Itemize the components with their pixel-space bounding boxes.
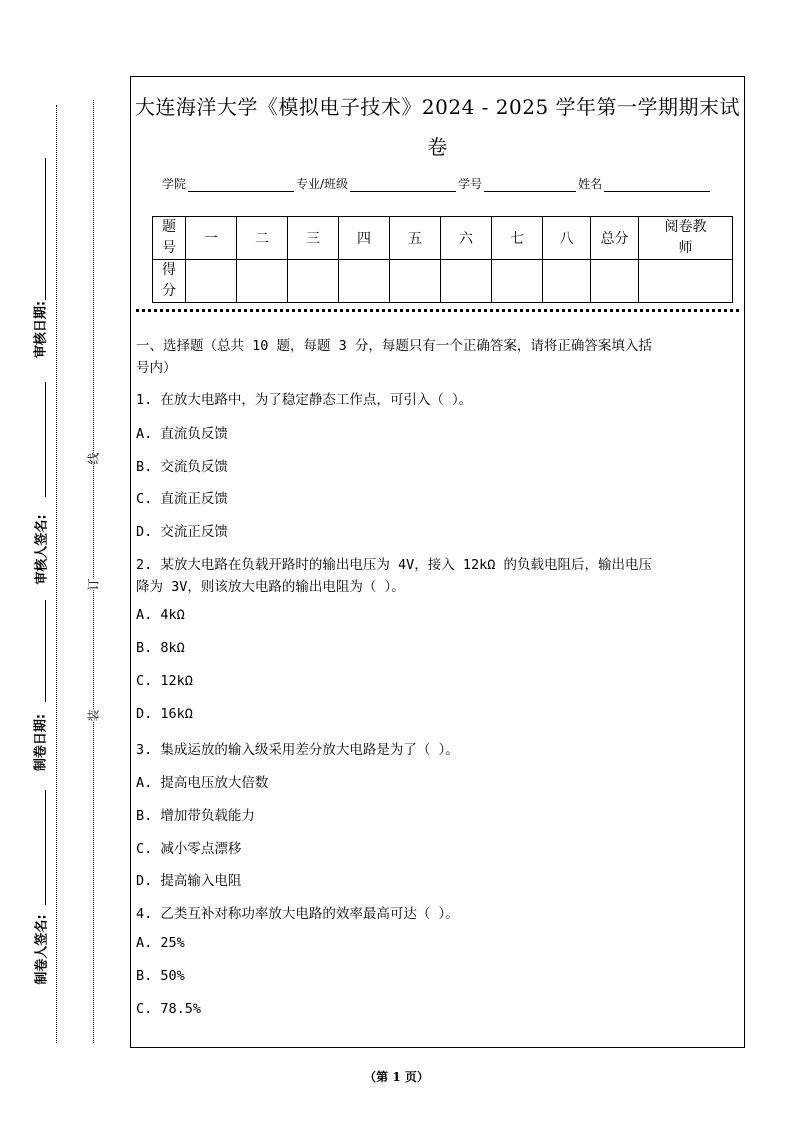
score-table-row1-label: 题号 — [153, 217, 186, 260]
option-item[interactable]: D. 16kΩ — [136, 706, 193, 722]
score-cell[interactable] — [186, 260, 237, 303]
question-stem: 4. 乙类互补对称功率放大电路的效率最高可达（ ）。 — [136, 906, 459, 922]
page-number: （第 1 页） — [364, 1070, 429, 1084]
student-id-label: 学号 — [458, 177, 483, 191]
sign-line-4 — [45, 790, 46, 905]
option-item[interactable]: B. 增加带负载能力 — [136, 808, 255, 824]
maker-date-label: 制卷日期: — [33, 713, 49, 772]
total-col: 总分 — [591, 217, 639, 260]
question-col: 二 — [237, 217, 288, 260]
score-cell[interactable] — [390, 260, 441, 303]
question-col: 一 — [186, 217, 237, 260]
option-item[interactable]: A. 直流负反馈 — [136, 426, 228, 442]
score-cell[interactable] — [237, 260, 288, 303]
college-label: 学院 — [162, 177, 187, 191]
student-id-blank[interactable] — [484, 179, 576, 192]
major-class-label: 专业/班级 — [296, 177, 349, 191]
name-blank[interactable] — [604, 179, 710, 192]
exam-title-line1: 大连海洋大学《模拟电子技术》2024 - 2025 学年第一学期期末试 — [134, 95, 741, 119]
question-col: 四 — [339, 217, 390, 260]
total-score-cell[interactable] — [591, 260, 639, 303]
sign-line-1 — [45, 158, 46, 300]
reviewer-sign-label: 审核人签名: — [34, 514, 50, 585]
option-item[interactable]: B. 8kΩ — [136, 640, 185, 656]
question-col: 三 — [288, 217, 339, 260]
score-cell[interactable] — [339, 260, 390, 303]
exam-title-line2: 卷 — [427, 135, 448, 159]
question-col: 八 — [543, 217, 591, 260]
question-stem: 3. 集成运放的输入级采用差分放大电路是为了（ ）。 — [136, 742, 459, 758]
question-col: 五 — [390, 217, 441, 260]
option-item[interactable]: C. 减小零点漂移 — [136, 841, 242, 857]
option-item[interactable]: D. 交流正反馈 — [136, 524, 228, 540]
option-item[interactable]: C. 78.5% — [136, 1001, 202, 1017]
score-cell[interactable] — [492, 260, 543, 303]
option-item[interactable]: C. 直流正反馈 — [136, 491, 228, 507]
question-col: 七 — [492, 217, 543, 260]
section-heading: 一、选择题（总共 10 题，每题 3 分，每题只有一个正确答案，请将正确答案填入括 — [136, 338, 652, 354]
grader-col: 阅卷教师 — [639, 217, 733, 260]
question-stem: 1. 在放大电路中，为了稳定静态工作点，可引入（ ）。 — [136, 392, 473, 408]
score-table-row2-label: 得分 — [153, 260, 186, 303]
binding-char-xian: 线 — [86, 452, 101, 465]
section-heading-cont: 号内） — [136, 360, 177, 376]
score-table — [152, 216, 733, 303]
student-info-row — [162, 175, 710, 192]
sign-line-2 — [45, 382, 46, 497]
binding-dotted-line — [93, 100, 94, 1043]
option-item[interactable]: A. 4kΩ — [136, 607, 185, 623]
college-blank[interactable] — [188, 179, 294, 192]
name-label: 姓名 — [578, 177, 603, 191]
question-stem-cont: 降为 3V，则该放大电路的输出电阻为（ ）。 — [136, 579, 405, 595]
exam-frame — [130, 76, 745, 1048]
major-class-blank[interactable] — [350, 179, 456, 192]
dotted-separator — [136, 309, 739, 312]
question-col: 六 — [441, 217, 492, 260]
option-item[interactable]: D. 提高输入电阻 — [136, 873, 242, 889]
option-item[interactable]: B. 交流负反馈 — [136, 459, 228, 475]
option-item[interactable]: C. 12kΩ — [136, 673, 193, 689]
question-stem: 2. 某放大电路在负载开路时的输出电压为 4V，接入 12kΩ 的负载电阻后，输出电压 — [136, 557, 653, 573]
score-cell[interactable] — [288, 260, 339, 303]
left-dotted-line — [56, 105, 57, 1043]
sign-line-3 — [45, 600, 46, 702]
grader-cell[interactable] — [639, 260, 733, 303]
option-item[interactable]: A. 提高电压放大倍数 — [136, 775, 269, 791]
option-item[interactable]: A. 25% — [136, 935, 185, 951]
option-item[interactable]: B. 50% — [136, 968, 185, 984]
score-cell[interactable] — [441, 260, 492, 303]
score-cell[interactable] — [543, 260, 591, 303]
binding-char-ding: 订 — [86, 578, 101, 591]
reviewer-date-label: 审核日期: — [33, 300, 49, 359]
maker-sign-label: 制卷人签名: — [34, 914, 50, 985]
binding-char-zhuang: 装 — [86, 709, 101, 722]
